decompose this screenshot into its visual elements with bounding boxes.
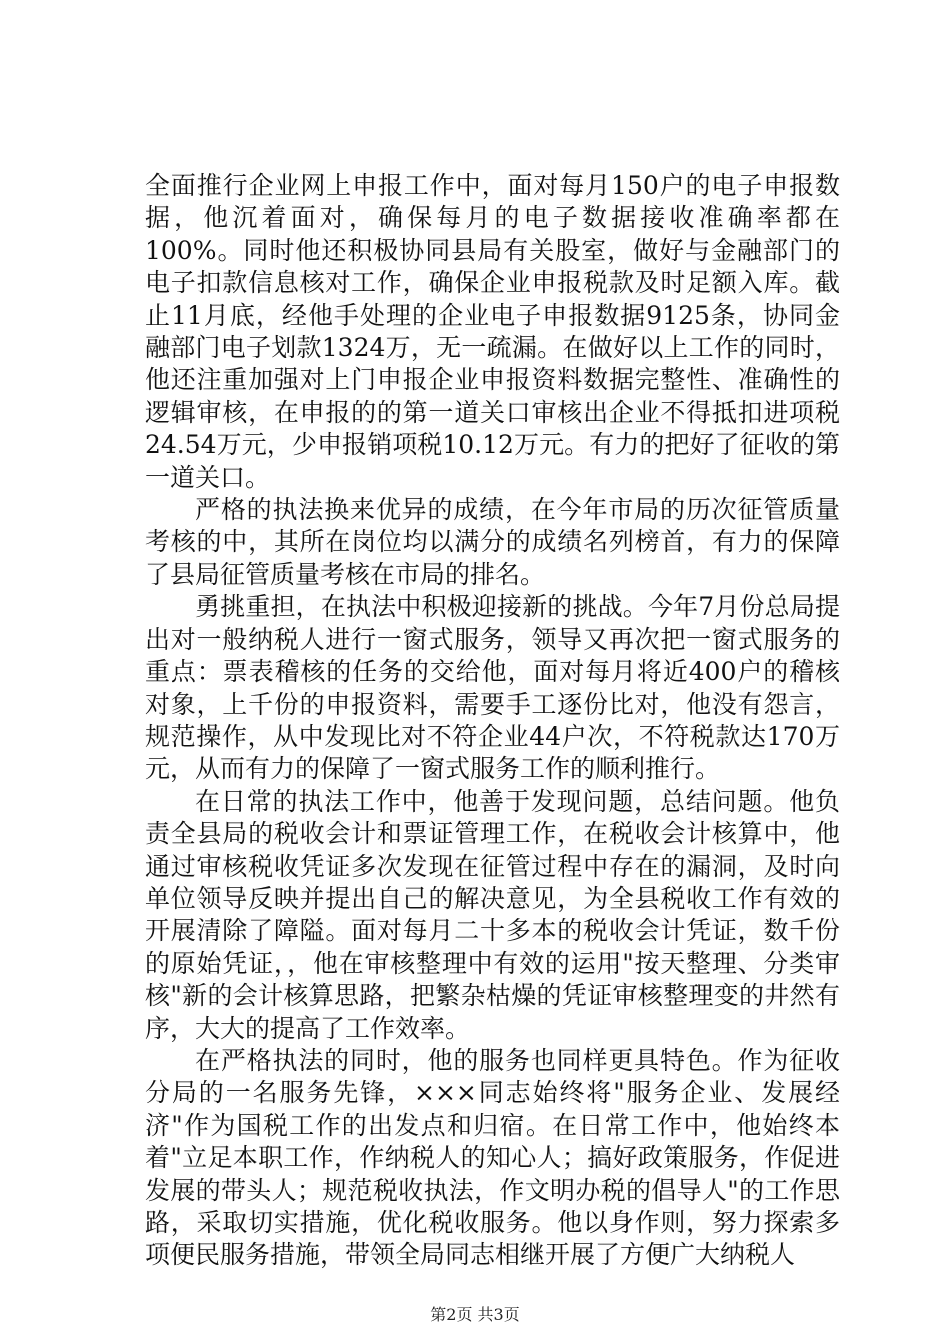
paragraph-5: 在严格执法的同时，他的服务也同样更具特色。作为征收分局的一名服务先锋，×××同志始终将"服务企业、发展经济"作为国税工作的出发点和归宿。在日常工作中，他始终本着"立足本职工作，作纳税人的知心人；搞好政策服务，作促进发展的带头人；规范税收执法，作文明办税的倡导人"的工作思路，采取切实措施，优化税收服务。他以身作则，努力探索多项便民服务措施，带领全局同志相继开展了方便广大纳税人 (145, 1045, 840, 1270)
paragraph-4: 在日常的执法工作中，他善于发现问题，总结问题。他负责全县局的税收会计和票证管理工作，在税收会计核算中，他通过审核税收凭证多次发现在征管过程中存在的漏洞，及时向单位领导反映并提出自己的解决意见，为全县税收工作有效的开展清除了障隘。面对每月二十多本的税收会计凭证，数千份的原始凭证，，他在审核整理中有效的运用"按天整理、分类审核"新的会计核算思路，把繁杂枯燥的凭证审核整理变的井然有序，大大的提高了工作效率。 (145, 786, 840, 1043)
page-footer (0, 1302, 950, 1325)
paragraph-2: 严格的执法换来优异的成绩，在今年市局的历次征管质量考核的中，其所在岗位均以满分的成绩名列榜首，有力的保障了县局征管质量考核在市局的排名。 (145, 495, 840, 589)
paragraph-3: 勇挑重担，在执法中积极迎接新的挑战。今年7月份总局提出对一般纳税人进行一窗式服务，领导又再次把一窗式服务的重点：票表稽核的任务的交给他，面对每月将近400户的稽核对象，上千份的申报资料，需要手工逐份比对，他没有怨言，规范操作，从中发现比对不符企业44户次，不符税款达170万元，从而有力的保障了一窗式服务工作的顺利推行。 (145, 592, 840, 784)
page-number: 第2页 共3页 (430, 1305, 520, 1324)
paragraph-1: 全面推行企业网上申报工作中，面对每月150户的电子申报数据，他沉着面对，确保每月的电子数据接收准确率都在100%。同时他还积极协同县局有关股室，做好与金融部门的电子扣款信息核对工作，确保企业申报税款及时足额入库。截止11月底，经他手处理的企业电子申报数据9125条，协同金融部门电子划款1324万，无一疏漏。在做好以上工作的同时，他还注重加强对上门申报企业申报资料数据完整性、准确性的逻辑审核，在申报的的第一道关口审核出企业不得抵扣进项税24.54万元，少申报销项税10.12万元。有力的把好了征收的第一道关口。 (145, 171, 840, 492)
document-body (145, 170, 840, 1272)
